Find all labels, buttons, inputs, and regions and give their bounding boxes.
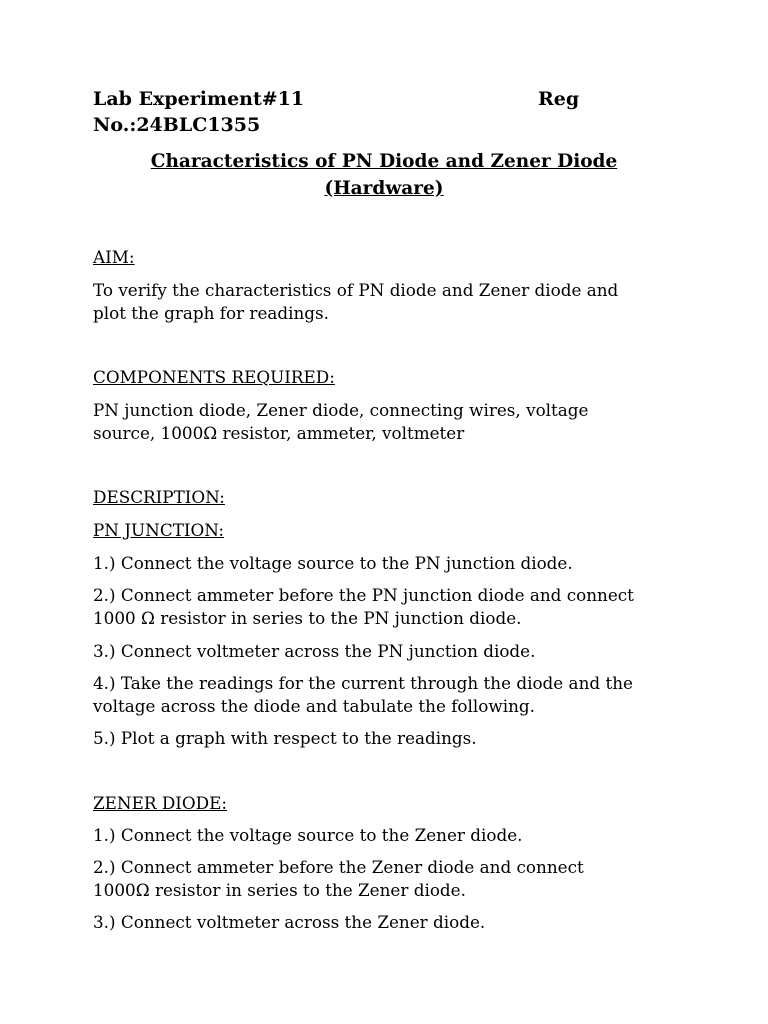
aim-text bbox=[93, 279, 693, 325]
title-line-1: Characteristics of PN Diode and Zener Diode bbox=[150, 151, 618, 172]
components-line-2: source, 1000Ω resistor, ammeter, voltmeter bbox=[93, 423, 465, 443]
pn-step-1: 1.) Connect the voltage source to the PN junction diode. bbox=[93, 553, 573, 573]
document-page bbox=[93, 0, 693, 1024]
title-line-2: (Hardware) bbox=[324, 178, 444, 199]
pn-step-4-line-1: 4.) Take the readings for the current through the diode and the bbox=[93, 673, 633, 693]
pn-step-4 bbox=[93, 672, 693, 718]
aim-line-1: To verify the characteristics of PN diode and Zener diode and bbox=[93, 280, 619, 300]
components-text bbox=[93, 399, 693, 445]
aim-line-2: plot the graph for readings. bbox=[93, 303, 329, 323]
zener-step-2-line-2: 1000Ω resistor in series to the Zener diode. bbox=[93, 880, 466, 900]
pn-step-2-line-1: 2.) Connect ammeter before the PN junction diode and connect bbox=[93, 585, 634, 605]
reg-label: Reg bbox=[538, 88, 580, 110]
pn-step-3: 3.) Connect voltmeter across the PN junction diode. bbox=[93, 641, 536, 661]
aim-heading: AIM: bbox=[93, 247, 135, 267]
zener-step-2-line-1: 2.) Connect ammeter before the Zener diode and connect bbox=[93, 857, 584, 877]
pn-step-5: 5.) Plot a graph with respect to the readings. bbox=[93, 728, 477, 748]
document-title bbox=[93, 148, 675, 202]
description-heading: DESCRIPTION: bbox=[93, 487, 225, 507]
zener-step-2 bbox=[93, 856, 693, 902]
pn-step-2-line-2: 1000 Ω resistor in series to the PN junction diode. bbox=[93, 608, 522, 628]
reg-number: No.:24BLC1355 bbox=[93, 114, 261, 136]
lab-experiment-label: Lab Experiment#11 bbox=[93, 88, 305, 110]
pn-step-2 bbox=[93, 584, 693, 630]
components-heading: COMPONENTS REQUIRED: bbox=[93, 367, 335, 387]
zener-step-3: 3.) Connect voltmeter across the Zener diode. bbox=[93, 912, 486, 932]
pn-step-4-line-2: voltage across the diode and tabulate the following. bbox=[93, 696, 535, 716]
header-line bbox=[93, 86, 693, 112]
zener-heading: ZENER DIODE: bbox=[93, 793, 228, 813]
components-line-1: PN junction diode, Zener diode, connecting wires, voltage bbox=[93, 400, 589, 420]
zener-step-1: 1.) Connect the voltage source to the Zener diode. bbox=[93, 825, 523, 845]
pn-junction-heading: PN JUNCTION: bbox=[93, 520, 225, 540]
